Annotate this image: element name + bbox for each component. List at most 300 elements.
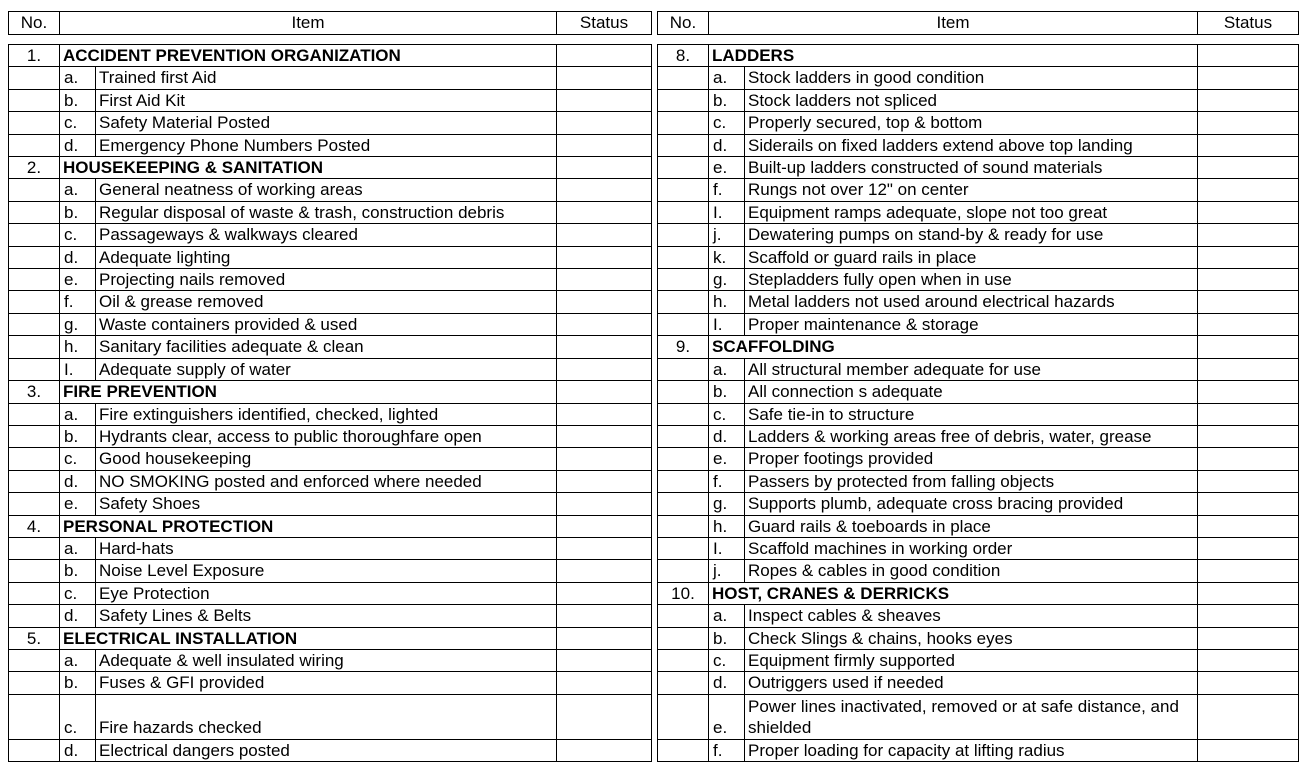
checklist-item-row [658,179,1299,201]
item-letter: h. [60,336,96,358]
item-letter: g. [709,269,745,291]
checklist-item-row [658,515,1299,537]
checklist-item-row [9,134,652,156]
status-cell[interactable] [557,358,652,380]
item-number-cell [9,560,60,582]
item-letter: e. [709,448,745,470]
item-text: Rungs not over 12" on center [745,179,1198,201]
item-letter: f. [60,291,96,313]
checklist-item-row [658,605,1299,627]
checklist-item-row [658,201,1299,223]
checklist-item-row [658,67,1299,89]
checklist-item-row [9,89,652,111]
status-cell[interactable] [1198,67,1299,89]
status-cell[interactable] [557,381,652,403]
item-letter: d. [60,470,96,492]
checklist-item-row [9,672,652,694]
checklist-item-row [658,403,1299,425]
item-number-cell [9,448,60,470]
status-cell[interactable] [557,291,652,313]
item-text: Safe tie-in to structure [745,403,1198,425]
checklist-item-row [658,739,1299,761]
item-number-cell [9,537,60,559]
item-number-cell [658,560,709,582]
item-number-cell [658,358,709,380]
status-cell[interactable] [1198,649,1299,671]
checklist-item-row [9,179,652,201]
item-number-cell [658,493,709,515]
item-number-cell [9,358,60,380]
item-number-cell [658,403,709,425]
status-cell[interactable] [557,336,652,358]
item-letter: f. [709,470,745,492]
left-header-table [8,11,652,35]
item-text: Good housekeeping [96,448,557,470]
checklist-item-row [9,739,652,761]
status-cell[interactable] [557,582,652,604]
item-text: Eye Protection [96,582,557,604]
status-cell[interactable] [1198,179,1299,201]
status-cell[interactable] [1198,381,1299,403]
item-letter: g. [60,313,96,335]
section-title: FIRE PREVENTION [60,381,557,403]
item-letter: h. [709,515,745,537]
item-text: Noise Level Exposure [96,560,557,582]
item-number-cell [658,67,709,89]
section-row [9,515,652,537]
item-text: Scaffold machines in working order [745,537,1198,559]
item-letter: I. [709,313,745,335]
item-number-cell [658,627,709,649]
item-text: Fuses & GFI provided [96,672,557,694]
status-cell[interactable] [1198,403,1299,425]
checklist-item-row [9,291,652,313]
checklist-item-row [658,358,1299,380]
item-text: Passageways & walkways cleared [96,224,557,246]
item-text: Supports plumb, adequate cross bracing provided [745,493,1198,515]
status-cell[interactable] [1198,605,1299,627]
checklist-item-row [9,537,652,559]
item-number-cell [9,224,60,246]
status-cell[interactable] [1198,112,1299,134]
item-letter: c. [60,448,96,470]
section-number: 5. [9,627,60,649]
item-text: General neatness of working areas [96,179,557,201]
item-text: Power lines inactivated, removed or at safe distance, and shielded [745,694,1198,739]
item-letter: c. [60,112,96,134]
status-cell[interactable] [557,246,652,268]
status-cell[interactable] [1198,45,1299,67]
item-letter: d. [60,134,96,156]
item-letter: b. [60,560,96,582]
item-letter: e. [60,269,96,291]
item-number-cell [9,470,60,492]
status-cell[interactable] [1198,694,1299,739]
item-number-cell [658,246,709,268]
checklist-item-row [658,313,1299,335]
item-text: Projecting nails removed [96,269,557,291]
right-header-table [657,11,1299,35]
status-cell[interactable] [1198,89,1299,111]
status-cell[interactable] [1198,313,1299,335]
item-text: Stock ladders in good condition [745,67,1198,89]
section-title: HOUSEKEEPING & SANITATION [60,157,557,179]
item-text: Sanitary facilities adequate & clean [96,336,557,358]
item-letter: b. [709,627,745,649]
item-number-cell [658,134,709,156]
item-letter: b. [60,201,96,223]
item-number-cell [9,269,60,291]
item-text: Stepladders fully open when in use [745,269,1198,291]
item-text: Fire hazards checked [96,694,557,739]
section-number: 9. [658,336,709,358]
status-cell[interactable] [1198,425,1299,447]
item-text: Dewatering pumps on stand-by & ready for use [745,224,1198,246]
item-letter: j. [709,560,745,582]
section-title: ELECTRICAL INSTALLATION [60,627,557,649]
status-cell[interactable] [557,560,652,582]
item-text: Proper footings provided [745,448,1198,470]
item-text: Siderails on fixed ladders extend above top landing [745,134,1198,156]
item-letter: c. [709,403,745,425]
section-row [9,627,652,649]
checklist-item-row [658,157,1299,179]
checklist-item-row [658,537,1299,559]
item-text: NO SMOKING posted and enforced where needed [96,470,557,492]
item-text: Adequate & well insulated wiring [96,649,557,671]
status-cell[interactable] [1198,448,1299,470]
item-letter: b. [60,89,96,111]
item-text: First Aid Kit [96,89,557,111]
item-number-cell [9,739,60,761]
section-number: 2. [9,157,60,179]
item-text: Safety Shoes [96,493,557,515]
item-letter: a. [60,649,96,671]
status-cell[interactable] [1198,582,1299,604]
status-cell[interactable] [557,448,652,470]
status-cell[interactable] [1198,358,1299,380]
status-cell[interactable] [557,269,652,291]
item-text: Proper loading for capacity at lifting radius [745,739,1198,761]
status-cell[interactable] [557,112,652,134]
status-cell[interactable] [1198,336,1299,358]
item-text: Safety Material Posted [96,112,557,134]
item-text: Proper maintenance & storage [745,313,1198,335]
checklist-item-row [658,493,1299,515]
status-cell[interactable] [1198,493,1299,515]
item-text: Inspect cables & sheaves [745,605,1198,627]
status-cell[interactable] [1198,537,1299,559]
section-title: PERSONAL PROTECTION [60,515,557,537]
item-number-cell [658,425,709,447]
status-cell[interactable] [1198,470,1299,492]
checklist-item-row [9,425,652,447]
item-letter: a. [709,358,745,380]
checklist-item-row [658,627,1299,649]
item-number-cell [658,672,709,694]
checklist-item-row [9,448,652,470]
status-cell[interactable] [557,605,652,627]
item-letter: h. [709,291,745,313]
item-letter: a. [60,537,96,559]
header-item: Item [709,12,1198,35]
status-cell[interactable] [557,470,652,492]
item-number-cell [658,694,709,739]
checklist-item-row [9,269,652,291]
section-row [9,381,652,403]
item-number-cell [9,179,60,201]
status-cell[interactable] [557,134,652,156]
section-row [9,157,652,179]
item-number-cell [9,403,60,425]
item-text: Hard-hats [96,537,557,559]
status-cell[interactable] [557,157,652,179]
item-letter: e. [709,694,745,739]
item-letter: d. [60,246,96,268]
checklist-item-row [658,649,1299,671]
status-cell[interactable] [557,313,652,335]
item-number-cell [9,605,60,627]
item-number-cell [658,470,709,492]
status-cell[interactable] [1198,739,1299,761]
item-number-cell [9,201,60,223]
item-letter: d. [709,134,745,156]
item-number-cell [9,246,60,268]
item-number-cell [9,336,60,358]
item-number-cell [658,269,709,291]
item-letter: d. [60,605,96,627]
section-row [658,582,1299,604]
item-number-cell [9,672,60,694]
checklist-item-row [658,224,1299,246]
item-text: Hydrants clear, access to public thoroughfare open [96,425,557,447]
item-number-cell [9,89,60,111]
item-number-cell [658,157,709,179]
item-letter: a. [709,605,745,627]
item-text: Safety Lines & Belts [96,605,557,627]
item-letter: c. [709,649,745,671]
item-text: Properly secured, top & bottom [745,112,1198,134]
section-number: 1. [9,45,60,67]
item-letter: d. [709,425,745,447]
item-number-cell [9,649,60,671]
header-item: Item [60,12,557,35]
section-row [658,336,1299,358]
checklist-item-row [658,291,1299,313]
item-text: Built-up ladders constructed of sound materials [745,157,1198,179]
checklist-item-row [9,493,652,515]
item-text: Outriggers used if needed [745,672,1198,694]
item-letter: I. [709,537,745,559]
item-letter: g. [709,493,745,515]
header-status: Status [557,12,652,35]
checklist-item-row [658,694,1299,739]
section-number: 3. [9,381,60,403]
item-letter: a. [60,179,96,201]
section-row [9,45,652,67]
checklist-item-row [9,313,652,335]
status-cell[interactable] [1198,291,1299,313]
checklist-item-row [9,224,652,246]
item-letter: c. [60,224,96,246]
item-number-cell [9,694,60,739]
item-number-cell [658,89,709,111]
item-text: Regular disposal of waste & trash, construction debris [96,201,557,223]
item-letter: f. [709,739,745,761]
item-letter: b. [60,672,96,694]
item-letter: c. [60,582,96,604]
checklist-item-row [9,336,652,358]
header-no: No. [658,12,709,35]
right-checklist-table [657,44,1299,762]
item-text: Electrical dangers posted [96,739,557,761]
item-letter: f. [709,179,745,201]
item-text: All connection s adequate [745,381,1198,403]
header-no: No. [9,12,60,35]
checklist-item-row [658,246,1299,268]
status-cell[interactable] [557,515,652,537]
section-title: ACCIDENT PREVENTION ORGANIZATION [60,45,557,67]
status-cell[interactable] [1198,224,1299,246]
status-cell[interactable] [557,739,652,761]
item-number-cell [658,649,709,671]
item-letter: e. [60,493,96,515]
status-cell[interactable] [1198,134,1299,156]
item-text: Equipment firmly supported [745,649,1198,671]
item-number-cell [658,537,709,559]
status-cell[interactable] [557,537,652,559]
status-cell[interactable] [1198,560,1299,582]
item-number-cell [658,179,709,201]
status-cell[interactable] [557,89,652,111]
item-letter: I. [709,201,745,223]
item-text: Emergency Phone Numbers Posted [96,134,557,156]
checklist-item-row [9,246,652,268]
status-cell[interactable] [557,179,652,201]
item-number-cell [658,448,709,470]
item-text: Oil & grease removed [96,291,557,313]
item-number-cell [658,291,709,313]
checklist-item-row [9,358,652,380]
item-number-cell [9,313,60,335]
item-text: Ladders & working areas free of debris, water, grease [745,425,1198,447]
checklist-item-row [9,67,652,89]
status-cell[interactable] [557,224,652,246]
item-text: Adequate supply of water [96,358,557,380]
item-text: Guard rails & toeboards in place [745,515,1198,537]
item-letter: b. [709,89,745,111]
item-number-cell [658,515,709,537]
item-text: Metal ladders not used around electrical hazards [745,291,1198,313]
status-cell[interactable] [557,403,652,425]
item-letter: a. [709,67,745,89]
item-text: Passers by protected from falling objects [745,470,1198,492]
checklist-item-row [658,448,1299,470]
status-cell[interactable] [1198,672,1299,694]
item-letter: I. [60,358,96,380]
item-number-cell [658,313,709,335]
item-text: Scaffold or guard rails in place [745,246,1198,268]
status-cell[interactable] [1198,515,1299,537]
checklist-item-row [658,672,1299,694]
item-number-cell [9,493,60,515]
checklist-item-row [9,560,652,582]
checklist-item-row [658,560,1299,582]
status-cell[interactable] [557,672,652,694]
item-letter: a. [60,403,96,425]
status-cell[interactable] [557,493,652,515]
item-text: Fire extinguishers identified, checked, lighted [96,403,557,425]
item-text: All structural member adequate for use [745,358,1198,380]
checklist-item-row [9,649,652,671]
status-cell[interactable] [557,649,652,671]
item-letter: j. [709,224,745,246]
item-number-cell [9,67,60,89]
item-number-cell [658,739,709,761]
status-cell[interactable] [1198,201,1299,223]
item-number-cell [658,201,709,223]
section-number: 10. [658,582,709,604]
item-number-cell [9,291,60,313]
checklist-item-row [9,201,652,223]
status-cell[interactable] [557,67,652,89]
item-text: Trained first Aid [96,67,557,89]
item-number-cell [9,112,60,134]
item-text: Stock ladders not spliced [745,89,1198,111]
status-cell[interactable] [557,694,652,739]
item-text: Equipment ramps adequate, slope not too great [745,201,1198,223]
item-number-cell [9,134,60,156]
checklist-item-row [658,381,1299,403]
section-title: LADDERS [709,45,1198,67]
checklist-item-row [9,403,652,425]
item-letter: d. [709,672,745,694]
checklist-item-row [658,134,1299,156]
status-cell[interactable] [557,45,652,67]
item-text: Ropes & cables in good condition [745,560,1198,582]
section-number: 4. [9,515,60,537]
checklist-item-row [658,425,1299,447]
status-cell[interactable] [1198,269,1299,291]
item-number-cell [658,605,709,627]
section-title: SCAFFOLDING [709,336,1198,358]
checklist-item-row [9,112,652,134]
status-cell[interactable] [557,627,652,649]
item-text: Waste containers provided & used [96,313,557,335]
item-letter: e. [709,157,745,179]
item-letter: b. [709,381,745,403]
status-cell[interactable] [1198,627,1299,649]
item-letter: a. [60,67,96,89]
item-letter: k. [709,246,745,268]
checklist-item-row [658,470,1299,492]
section-title: HOST, CRANES & DERRICKS [709,582,1198,604]
item-text: Check Slings & chains, hooks eyes [745,627,1198,649]
checklist-item-row [658,112,1299,134]
item-number-cell [658,381,709,403]
item-number-cell [9,582,60,604]
checklist-item-row [658,89,1299,111]
item-number-cell [658,224,709,246]
status-cell[interactable] [1198,157,1299,179]
status-cell[interactable] [1198,246,1299,268]
checklist-item-row [658,269,1299,291]
item-letter: b. [60,425,96,447]
status-cell[interactable] [557,425,652,447]
left-checklist-table [8,44,652,762]
item-letter: d. [60,739,96,761]
status-cell[interactable] [557,201,652,223]
